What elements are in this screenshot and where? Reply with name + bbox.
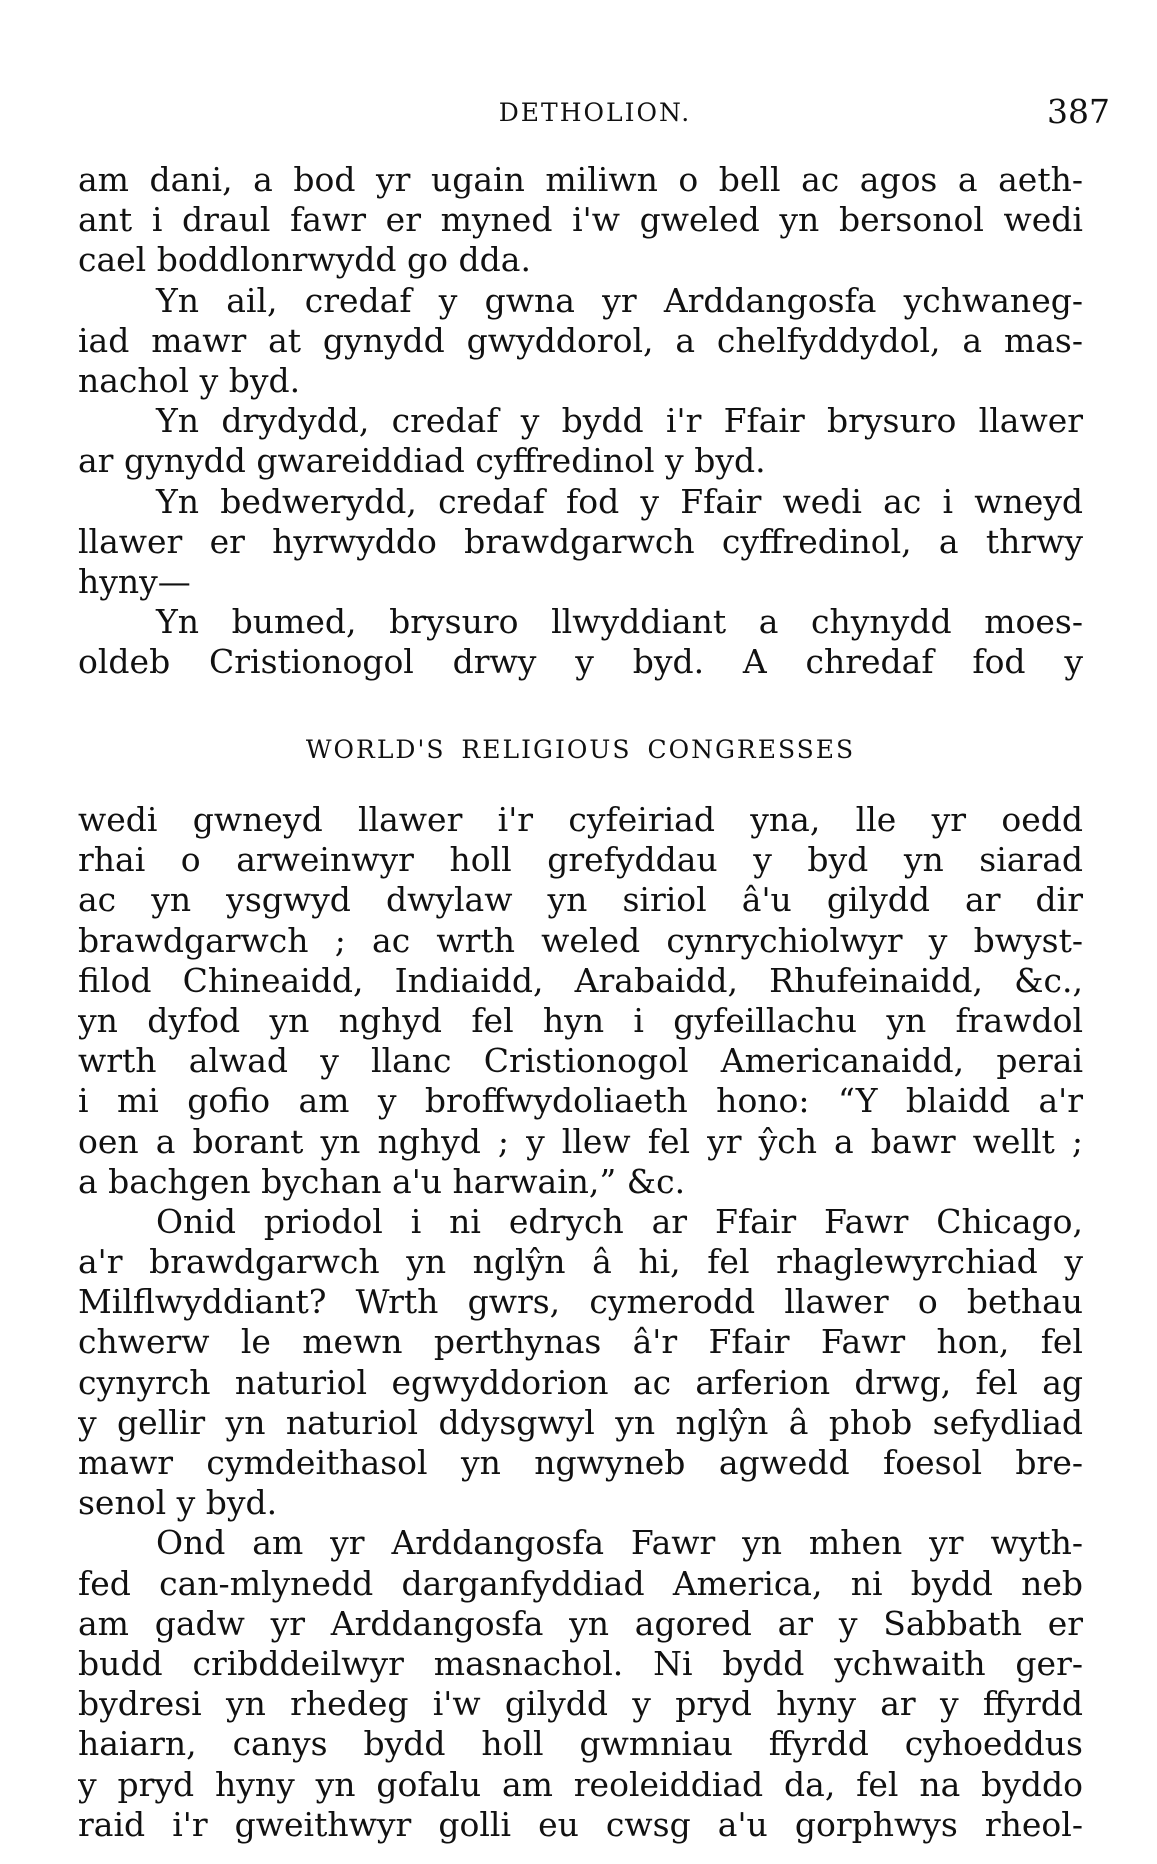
text-line: ac yn ysgwyd dwylaw yn siriol â'u gilydd ar dir [78,880,1083,920]
text-line: brawdgarwch ; ac wrth weled cynrychiolwyr y bwyst- [78,920,1083,960]
text-line: am dani, a bod yr ugain miliwn o bell ac agos a aeth- [78,160,1083,199]
text-line: nachol y byd. [78,360,301,400]
text-line: cynyrch naturiol egwyddorion ac arferion drwg, fel ag [78,1362,1083,1402]
text-line: bydresi yn rhedeg i'w gilydd y pryd hyny ar y ffyrdd [78,1684,1083,1724]
text-line: y pryd hyny yn gofalu am reoleiddiad da, fel na byddo [78,1764,1083,1804]
text-line: y gellir yn naturiol ddysgwyl yn nglŷn â phob sefydliad [78,1402,1083,1442]
text-line: ar gynydd gwareiddiad cyffredinol y byd. [78,441,766,481]
text-line: haiarn, canys bydd holl gwmniau ffyrdd cyhoeddus [78,1724,1083,1764]
text-line: fed can-mlynedd darganfyddiad America, ni bydd neb [78,1563,1083,1603]
text-line: raid i'r gweithwyr golli eu cwsg a'u gorphwys rheol- [78,1804,1083,1844]
page-number: 387 [1047,92,1110,131]
text-line: filod Chineaidd, Indiaidd, Arabaidd, Rhufeinaidd, &c., [78,960,1083,1000]
running-head: DETHOLION. [498,98,692,127]
text-line: budd cribddeilwyr masnachol. Ni bydd ychwaith ger- [78,1643,1083,1683]
text-block-bottom [78,800,1083,1845]
text-line: yn dyfod yn nghyd fel hyn i gyfeillachu yn frawdol [78,1000,1083,1040]
text-line: hyny— [78,561,191,601]
text-line: wrth alwad y llanc Cristionogol Americanaidd, perai [78,1041,1083,1081]
text-line: Yn bumed, brysuro llwyddiant a chynydd moes- [156,602,1083,642]
text-block-top [78,160,1083,682]
text-line: Onid priodol i ni edrych ar Ffair Fawr Chicago, [156,1201,1083,1241]
text-line: Ond am yr Arddangosfa Fawr yn mhen yr wyth- [156,1523,1083,1563]
text-line: i mi gofio am y broffwydoliaeth hono: “Y blaidd a'r [78,1081,1083,1121]
text-line: cael boddlonrwydd go dda. [78,240,531,280]
text-line: Yn ail, credaf y gwna yr Arddangosfa ychwaneg- [156,280,1083,320]
text-line: iad mawr at gynydd gwyddorol, a chelfyddydol, a mas- [78,320,1083,360]
text-line: wedi gwneyd llawer i'r cyfeiriad yna, lle yr oedd [78,800,1083,839]
text-line: rhai o arweinwyr holl grefyddau y byd yn siarad [78,840,1083,880]
text-line: Yn drydydd, credaf y bydd i'r Ffair brysuro llawer [156,401,1083,441]
text-line: oen a borant yn nghyd ; y llew fel yr ŷch a bawr wellt ; [78,1121,1083,1161]
text-line: a bachgen bychan a'u harwain,” &c. [78,1161,686,1201]
section-heading: WORLD'S RELIGIOUS CONGRESSES [305,735,856,764]
text-line: Milflwyddiant? Wrth gwrs, cymerodd llawer o bethau [78,1282,1083,1322]
text-line: ant i draul fawr er myned i'w gweled yn bersonol wedi [78,200,1083,240]
text-line: oldeb Cristionogol drwy y byd. A chredaf fod y [78,642,1083,682]
text-line: senol y byd. [78,1483,278,1523]
text-line: am gadw yr Arddangosfa yn agored ar y Sabbath er [78,1603,1083,1643]
text-line: Yn bedwerydd, credaf fod y Ffair wedi ac i wneyd [156,481,1083,521]
text-line: llawer er hyrwyddo brawdgarwch cyffredinol, a thrwy [78,521,1083,561]
text-line: a'r brawdgarwch yn nglŷn â hi, fel rhaglewyrchiad y [78,1242,1083,1282]
page-header [80,92,1110,132]
text-line: mawr cymdeithasol yn ngwyneb agwedd foesol bre- [78,1443,1083,1482]
text-line: chwerw le mewn perthynas â'r Ffair Fawr hon, fel [78,1322,1083,1362]
